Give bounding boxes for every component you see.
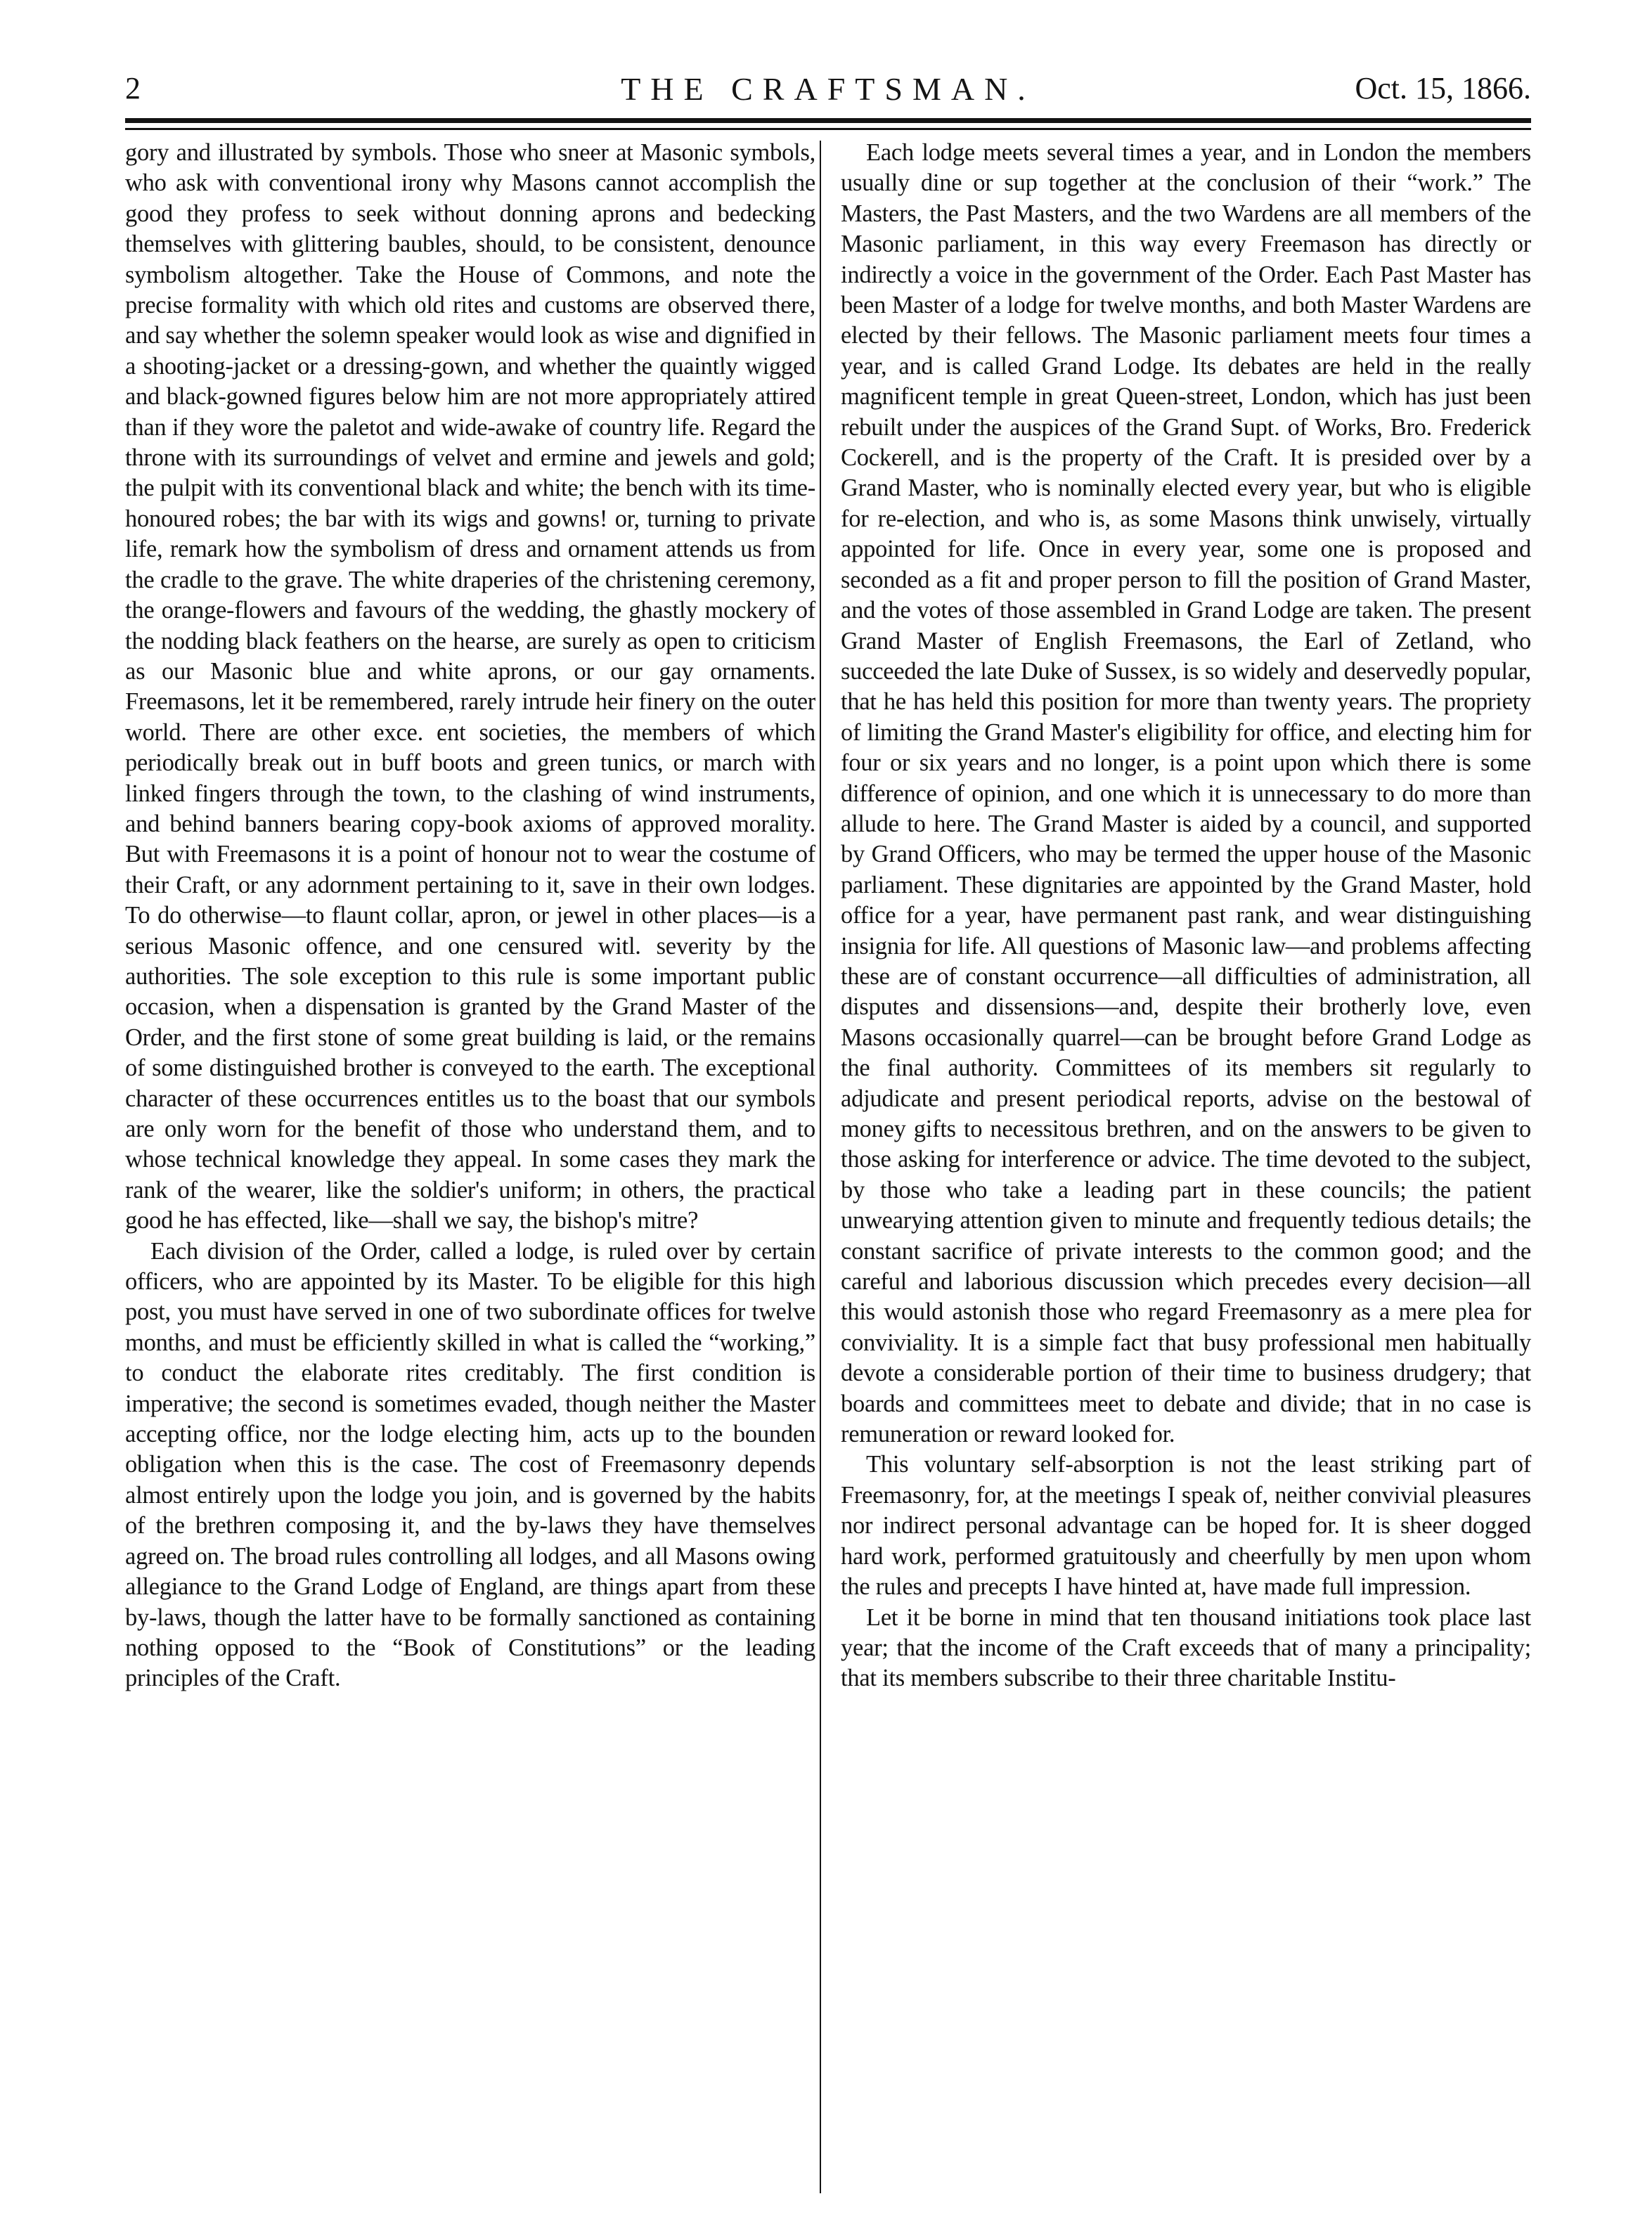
- page-number: 2: [125, 71, 141, 105]
- page-header: [125, 70, 1531, 112]
- column-divider: [820, 141, 821, 2193]
- paragraph: Each division of the Order, called a lodge, is ruled over by certain officers, who are appointed by its Master. To be eligible for this high post, you must have served in one of two subordinate offices for twelve months, and must be efficiently skilled in what is called the “working,” to conduct the elaborate rites creditably. The first condition is imperative; the second is sometimes evaded, though neither the Master accepting office, nor the lodge electing him, acts up to the bounden obligation when this is the case. The cost of Freemasonry depends almost entirely upon the lodge you join, and is governed by the habits of the brethren composing it, and the by-laws they have themselves agreed on. The broad rules controlling all lodges, and all Masons owing allegiance to the Grand Lodge of England, are things apart from these by-laws, though the latter have to be formally sanctioned as containing nothing opposed to the “Book of Constitutions” or the leading principles of the Craft.: [125, 1237, 815, 1692]
- header-rule-thin: [125, 128, 1531, 130]
- right-column: [841, 138, 1531, 1694]
- paragraph: gory and illustrated by symbols. Those who sneer at Masonic symbols, who ask with conventional irony why Masons cannot accomplish the good they profess to seek without donning aprons and bedecking themselves with glittering baubles, should, to be consistent, denounce symbolism altogether. Take the House of Commons, and note the precise formality with which old rites and customs are observed there, and say whether the solemn speaker would look as wise and dignified in a shooting-jacket or a dressing-gown, and whether the quaintly wigged and black-gowned figures below him are not more appropriately attired than if they wore the paletot and wide-awake of country life. Regard the throne with its surroundings of velvet and ermine and jewels and gold; the pulpit with its conventional black and white; the bench with its time-honoured robes; the bar with its wigs and gowns! or, turning to private life, remark how the symbolism of dress and ornament attends us from the cradle to the grave. The white draperies of the christening ceremony, the orange-flowers and favours of the wedding, the ghastly mockery of the nodding black feathers on the hearse, are surely as open to criticism as our Masonic blue and white aprons, or our gay ornaments. Freemasons, let it be remembered, rarely intrude heir finery on the outer world. There are other exce. ent societies, the members of which periodically break out in buff boots and green tunics, or march with linked fingers through the town, to the clashing of wind instruments, and behind banners bearing copy-book axioms of approved morality. But with Freemasons it is a point of honour not to wear the costume of their Craft, or any adornment pertaining to it, save in their own lodges. To do otherwise—to flaunt collar, apron, or jewel in other places—is a serious Masonic offence, and one censured witl. severity by the authorities. The sole exception to this rule is some important public occasion, when a dispensation is granted by the Grand Master of the Order, and the first stone of some great building is laid, or the remains of some distinguished brother is conveyed to the earth. The exceptional character of these occurrences entitles us to the boast that our symbols are only worn for the benefit of those who understand them, and to whose technical knowledge they appeal. In some cases they mark the rank of the wearer, like the soldier's uniform; in others, the practical good he has effected, like—shall we say, the bishop's mitre?: [125, 139, 815, 1234]
- paragraph: Each lodge meets several times a year, and in London the members usually dine or sup together at the conclusion of their “work.” The Masters, the Past Masters, and the two Wardens are all members of the Masonic parliament, in this way every Freemason has directly or indirectly a voice in the government of the Order. Each Past Master has been Master of a lodge for twelve months, and both Master Wardens are elected by their fellows. The Masonic parliament meets four times a year, and is called Grand Lodge. Its debates are held in the really magnificent temple in great Queen-street, London, which has just been rebuilt under the auspices of the Grand Supt. of Works, Bro. Frederick Cockerell, and is the property of the Craft. It is presided over by a Grand Master, who is nominally elected every year, but who is eligible for re-election, and who is, as some Masons think unwisely, virtually appointed for life. Once in every year, some one is proposed and seconded as a fit and proper person to fill the position of Grand Master, and the votes of those assembled in Grand Lodge are taken. The present Grand Master of English Freemasons, the Earl of Zetland, who succeeded the late Duke of Sussex, is so widely and deservedly popular, that he has held this position for more than twenty years. The propriety of limiting the Grand Master's eligibility for office, and electing him for four or six years and no longer, is a point upon which there is some difference of opinion, and one which it is unnecessary to do more than allude to here. The Grand Master is aided by a council, and supported by Grand Officers, who may be termed the upper house of the Masonic parliament. These dignitaries are appointed by the Grand Master, hold office for a year, have permanent past rank, and wear distinguishing insignia for life. All questions of Masonic law—and problems affecting these are of constant occurrence—all difficulties of administration, all disputes and dissensions—and, despite their brotherly love, even Masons occasionally quarrel—can be brought before Grand Lodge as the final authority. Committees of its members sit regularly to adjudicate and present periodical reports, advise on the bestowal of money gifts to necessitous brethren, and on the answers to be given to those asking for interference or advice. The time devoted to the subject, by those who take a leading part in these councils; the patient unwearying attention given to minute and frequently tedious details; the constant sacrifice of private interests to the common good; and the careful and laborious discussion which precedes every decision—all this would astonish those who regard Freemasonry as a mere plea for conviviality. It is a simple fact that busy professional men habitually devote a considerable portion of their time to business drudgery; that boards and committees meet to debate and divide; that in no case is remuneration or reward looked for.: [841, 139, 1531, 1448]
- left-column: [125, 138, 815, 1694]
- paragraph: Let it be borne in mind that ten thousand initiations took place last year; that the income of the Craft exceeds that of many a principality; that its members subscribe to their three charitable Institu-: [841, 1603, 1531, 1692]
- issue-date: Oct. 15, 1866.: [1355, 71, 1531, 105]
- header-rule-thick: [125, 118, 1531, 123]
- paragraph: This voluntary self-absorption is not the least striking part of Freemasonry, for, at the meetings I speak of, neither convivial pleasures nor indirect personal advantage can be hoped for. It is sheer dogged hard work, performed gratuitously and cheerfully by men upon whom the rules and precepts I have hinted at, have made full impression.: [841, 1451, 1531, 1601]
- masthead-title: THE CRAFTSMAN.: [621, 71, 1035, 107]
